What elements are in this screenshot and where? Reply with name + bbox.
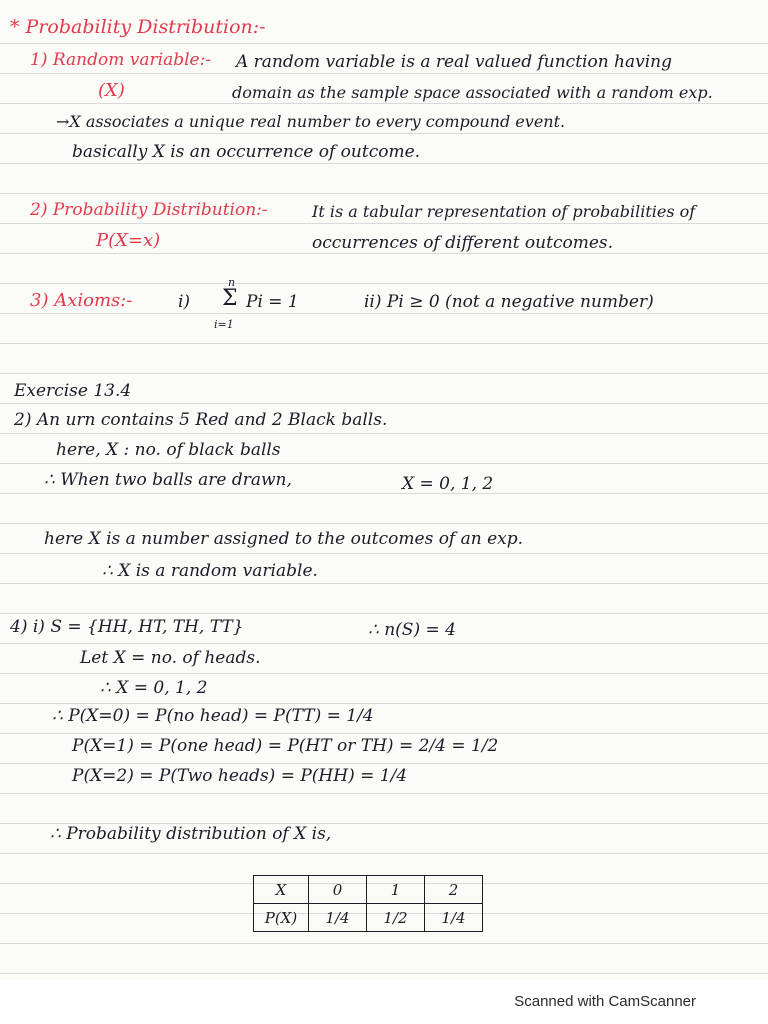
scanner-watermark: Scanned with CamScanner xyxy=(514,993,696,1010)
table-cell: 1/2 xyxy=(367,904,425,932)
prob-dist-def-line2: occurrences of different outcomes. xyxy=(312,233,614,253)
q4-line3: ∴ X = 0, 1, 2 xyxy=(100,678,208,698)
axiom1-expression: Pi = 1 xyxy=(246,292,299,312)
table-cell: 1/4 xyxy=(309,904,367,932)
sigma-upper-limit: n xyxy=(228,276,236,289)
prob-dist-label: 2) Probability Distribution:- xyxy=(30,200,268,220)
q4-line4: ∴ P(X=0) = P(no head) = P(TT) = 1/4 xyxy=(52,706,374,726)
table-cell: 2 xyxy=(425,876,483,904)
random-variable-def-line2: domain as the sample space associated with a random exp. xyxy=(232,83,713,102)
q4-line1: 4) i) S = {HH, HT, TH, TT} xyxy=(10,617,244,637)
axiom1-prefix: i) xyxy=(178,292,191,312)
table-cell: 1/4 xyxy=(425,904,483,932)
random-variable-symbol: (X) xyxy=(98,80,125,101)
page-heading: * Probability Distribution:- xyxy=(10,16,266,38)
random-variable-def-line1: A random variable is a real valued function having xyxy=(236,52,673,72)
random-variable-note: →X associates a unique real number to every compound event. xyxy=(56,112,566,131)
q4-sample-size: ∴ n(S) = 4 xyxy=(368,620,456,640)
exercise-title: Exercise 13.4 xyxy=(14,381,132,401)
q2-line4: here X is a number assigned to the outcomes of an exp. xyxy=(44,529,524,549)
table-cell: X xyxy=(254,876,309,904)
sigma-lower-limit: i=1 xyxy=(214,318,234,331)
axiom2: ii) Pi ≥ 0 (not a negative number) xyxy=(364,292,654,312)
q2-line5: ∴ X is a random variable. xyxy=(102,561,318,581)
prob-dist-def-line1: It is a tabular representation of probabilities of xyxy=(312,202,696,221)
q4-line2: Let X = no. of heads. xyxy=(80,648,261,668)
sigma-symbol: Σ xyxy=(222,286,238,311)
q4-line5: P(X=1) = P(one head) = P(HT or TH) = 2/4 = 1/2 xyxy=(72,736,499,756)
q2-line1: 2) An urn contains 5 Red and 2 Black balls. xyxy=(14,410,388,430)
q2-x-values: X = 0, 1, 2 xyxy=(402,474,494,494)
random-variable-basic: basically X is an occurrence of outcome. xyxy=(72,142,421,162)
table-row xyxy=(254,876,483,904)
random-variable-label: 1) Random variable:- xyxy=(30,50,212,70)
q4-line6: P(X=2) = P(Two heads) = P(HH) = 1/4 xyxy=(72,766,408,786)
table-cell: 1 xyxy=(367,876,425,904)
prob-dist-symbol: P(X=x) xyxy=(96,230,161,251)
probability-distribution-table xyxy=(253,875,483,932)
q4-line7: ∴ Probability distribution of X is, xyxy=(50,824,332,844)
table-cell: 0 xyxy=(309,876,367,904)
table-cell: P(X) xyxy=(254,904,309,932)
q2-line3: ∴ When two balls are drawn, xyxy=(44,470,292,490)
q2-line2: here, X : no. of black balls xyxy=(56,440,281,460)
table-row xyxy=(254,904,483,932)
axioms-label: 3) Axioms:- xyxy=(30,290,133,311)
